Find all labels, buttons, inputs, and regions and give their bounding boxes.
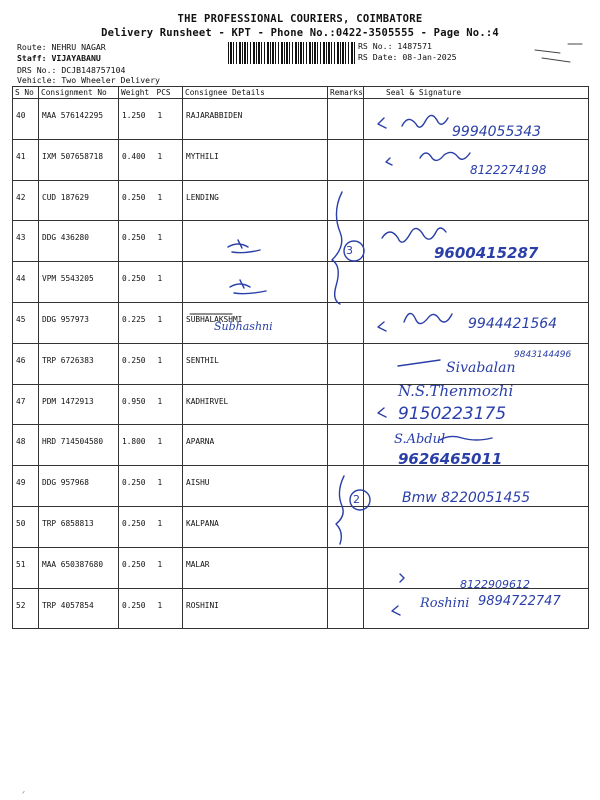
row-weight: 0.250 (119, 588, 155, 629)
row-sno: 43 (13, 221, 39, 262)
col-seal-signature: Seal & Signature (364, 87, 589, 99)
runsheet-subtitle: Delivery Runsheet - KPT - Phone No.:0422-3505555 - Page No.:4 (101, 27, 499, 39)
tick-mark (378, 118, 386, 128)
row-weight: 0.250 (119, 506, 155, 547)
handwritten-phone: 8122274198 (470, 163, 547, 177)
row-weight: 0.250 (119, 262, 155, 303)
handwritten-phone: 8122909612 (460, 578, 530, 591)
row-pcs: 1 (155, 466, 183, 507)
col-pcs: PCS (155, 87, 183, 99)
row-pcs: 1 (155, 425, 183, 466)
handwritten-phone: Bmw 8220051455 (402, 490, 531, 506)
route-label: Route: NEHRU NAGAR (17, 42, 106, 52)
signature-scribble (440, 436, 492, 440)
drs-label: DRS No.: DCJB148757104 (17, 65, 126, 75)
vehicle-label: Vehicle: Two Wheeler Delivery (17, 75, 160, 85)
signature-scribble (402, 115, 448, 127)
row-weight: 0.250 (119, 547, 155, 588)
row-consignee: MALAR (183, 547, 328, 588)
handwritten-phone: 9944421564 (468, 316, 558, 332)
row-consignment: VPM 5543205 (39, 262, 119, 303)
row-consignment: TRP 6726383 (39, 343, 119, 384)
handwritten-phone: 9600415287 (434, 244, 539, 262)
row-consignment: IXM 507658718 (39, 139, 119, 180)
row-sno: 44 (13, 262, 39, 303)
col-remarks: Remarks (328, 87, 364, 99)
row-weight: 0.250 (119, 180, 155, 221)
row-pcs: 1 (155, 384, 183, 425)
row-pcs: 1 (155, 506, 183, 547)
row-weight: 0.250 (119, 343, 155, 384)
row-consignment: MAA 650387680 (39, 547, 119, 588)
row-pcs: 1 (155, 180, 183, 221)
handwritten-phone: 9843144496 (514, 350, 572, 360)
row-weight: 0.250 (119, 466, 155, 507)
row-consignment: DDG 957973 (39, 302, 119, 343)
handwritten-circle-number: 2 (353, 493, 360, 506)
signature-scribble (420, 152, 470, 160)
handwritten-phone: 9994055343 (452, 124, 542, 140)
row-sno: 46 (13, 343, 39, 384)
row-consignment: DDG 436280 (39, 221, 119, 262)
col-consignee: Consignee Details (183, 87, 328, 99)
row-weight: 1.800 (119, 425, 155, 466)
row-consignee: LENDING (183, 180, 328, 221)
row-consignment: MAA 576142295 (39, 99, 119, 140)
row-sno: 41 (13, 139, 39, 180)
staff-label: Staff: VIJAYABANU (17, 53, 101, 63)
row-consignment: CUD 187629 (39, 180, 119, 221)
row-sno: 45 (13, 302, 39, 343)
col-weight: Weight (119, 87, 155, 99)
handwritten-phone: 9150223175 (398, 404, 507, 424)
rs-number: RS No.: 1487571 (358, 41, 432, 51)
rs-date: RS Date: 08-Jan-2025 (358, 52, 457, 62)
handwritten-name: N.S.Thenmozhi (398, 382, 514, 400)
row-sno: 51 (13, 547, 39, 588)
row-pcs: 1 (155, 262, 183, 303)
signature-scribble (404, 313, 452, 323)
row-pcs: 1 (155, 139, 183, 180)
row-weight: 0.950 (119, 384, 155, 425)
row-consignee: SENTHIL (183, 343, 328, 384)
row-pcs: 1 (155, 221, 183, 262)
row-consignment: DDG 957968 (39, 466, 119, 507)
row-consignment: HRD 714504580 (39, 425, 119, 466)
row-consignee: APARNA (183, 425, 328, 466)
row-sno: 50 (13, 506, 39, 547)
handwritten-phone: 9626465011 (398, 450, 503, 468)
row-consignee: AISHU (183, 466, 328, 507)
row-consignee: RAJARABBIDEN (183, 99, 328, 140)
row-pcs: 1 (155, 302, 183, 343)
row-weight: 0.400 (119, 139, 155, 180)
row-sno: 40 (13, 99, 39, 140)
row-weight: 1.250 (119, 99, 155, 140)
row-consignee: KADHIRVEL (183, 384, 328, 425)
col-sno: S No (13, 87, 39, 99)
company-title: THE PROFESSIONAL COURIERS, COIMBATORE (177, 13, 423, 25)
handwritten-name: Sivabalan (446, 360, 516, 376)
row-consignee: KALPANA (183, 506, 328, 547)
row-weight: 0.225 (119, 302, 155, 343)
col-consignment: Consignment No (39, 87, 119, 99)
row-sno: 47 (13, 384, 39, 425)
handwritten-circle-number: 3 (346, 244, 353, 257)
signature-scribble (382, 228, 446, 242)
handwritten-name: Roshini (420, 596, 470, 611)
handwritten-phone: 9894722747 (478, 594, 561, 609)
page-corner-mark: ᐟ (22, 790, 25, 798)
row-pcs: 1 (155, 343, 183, 384)
row-weight: 0.250 (119, 221, 155, 262)
row-consignee: SUBHALAKSHMI (183, 302, 328, 343)
row-pcs: 1 (155, 588, 183, 629)
row-pcs: 1 (155, 547, 183, 588)
row-sno: 52 (13, 588, 39, 629)
row-consignment: TRP 6858813 (39, 506, 119, 547)
row-consignment: PDM 1472913 (39, 384, 119, 425)
row-sno: 48 (13, 425, 39, 466)
row-consignment: TRP 4057854 (39, 588, 119, 629)
handwritten-name: Subhashni (214, 320, 273, 333)
row-sno: 49 (13, 466, 39, 507)
row-consignee: MYTHILI (183, 139, 328, 180)
handwritten-name: S.Abdul (394, 432, 446, 447)
row-sno: 42 (13, 180, 39, 221)
row-consignee: ROSHINI (183, 588, 328, 629)
row-pcs: 1 (155, 99, 183, 140)
